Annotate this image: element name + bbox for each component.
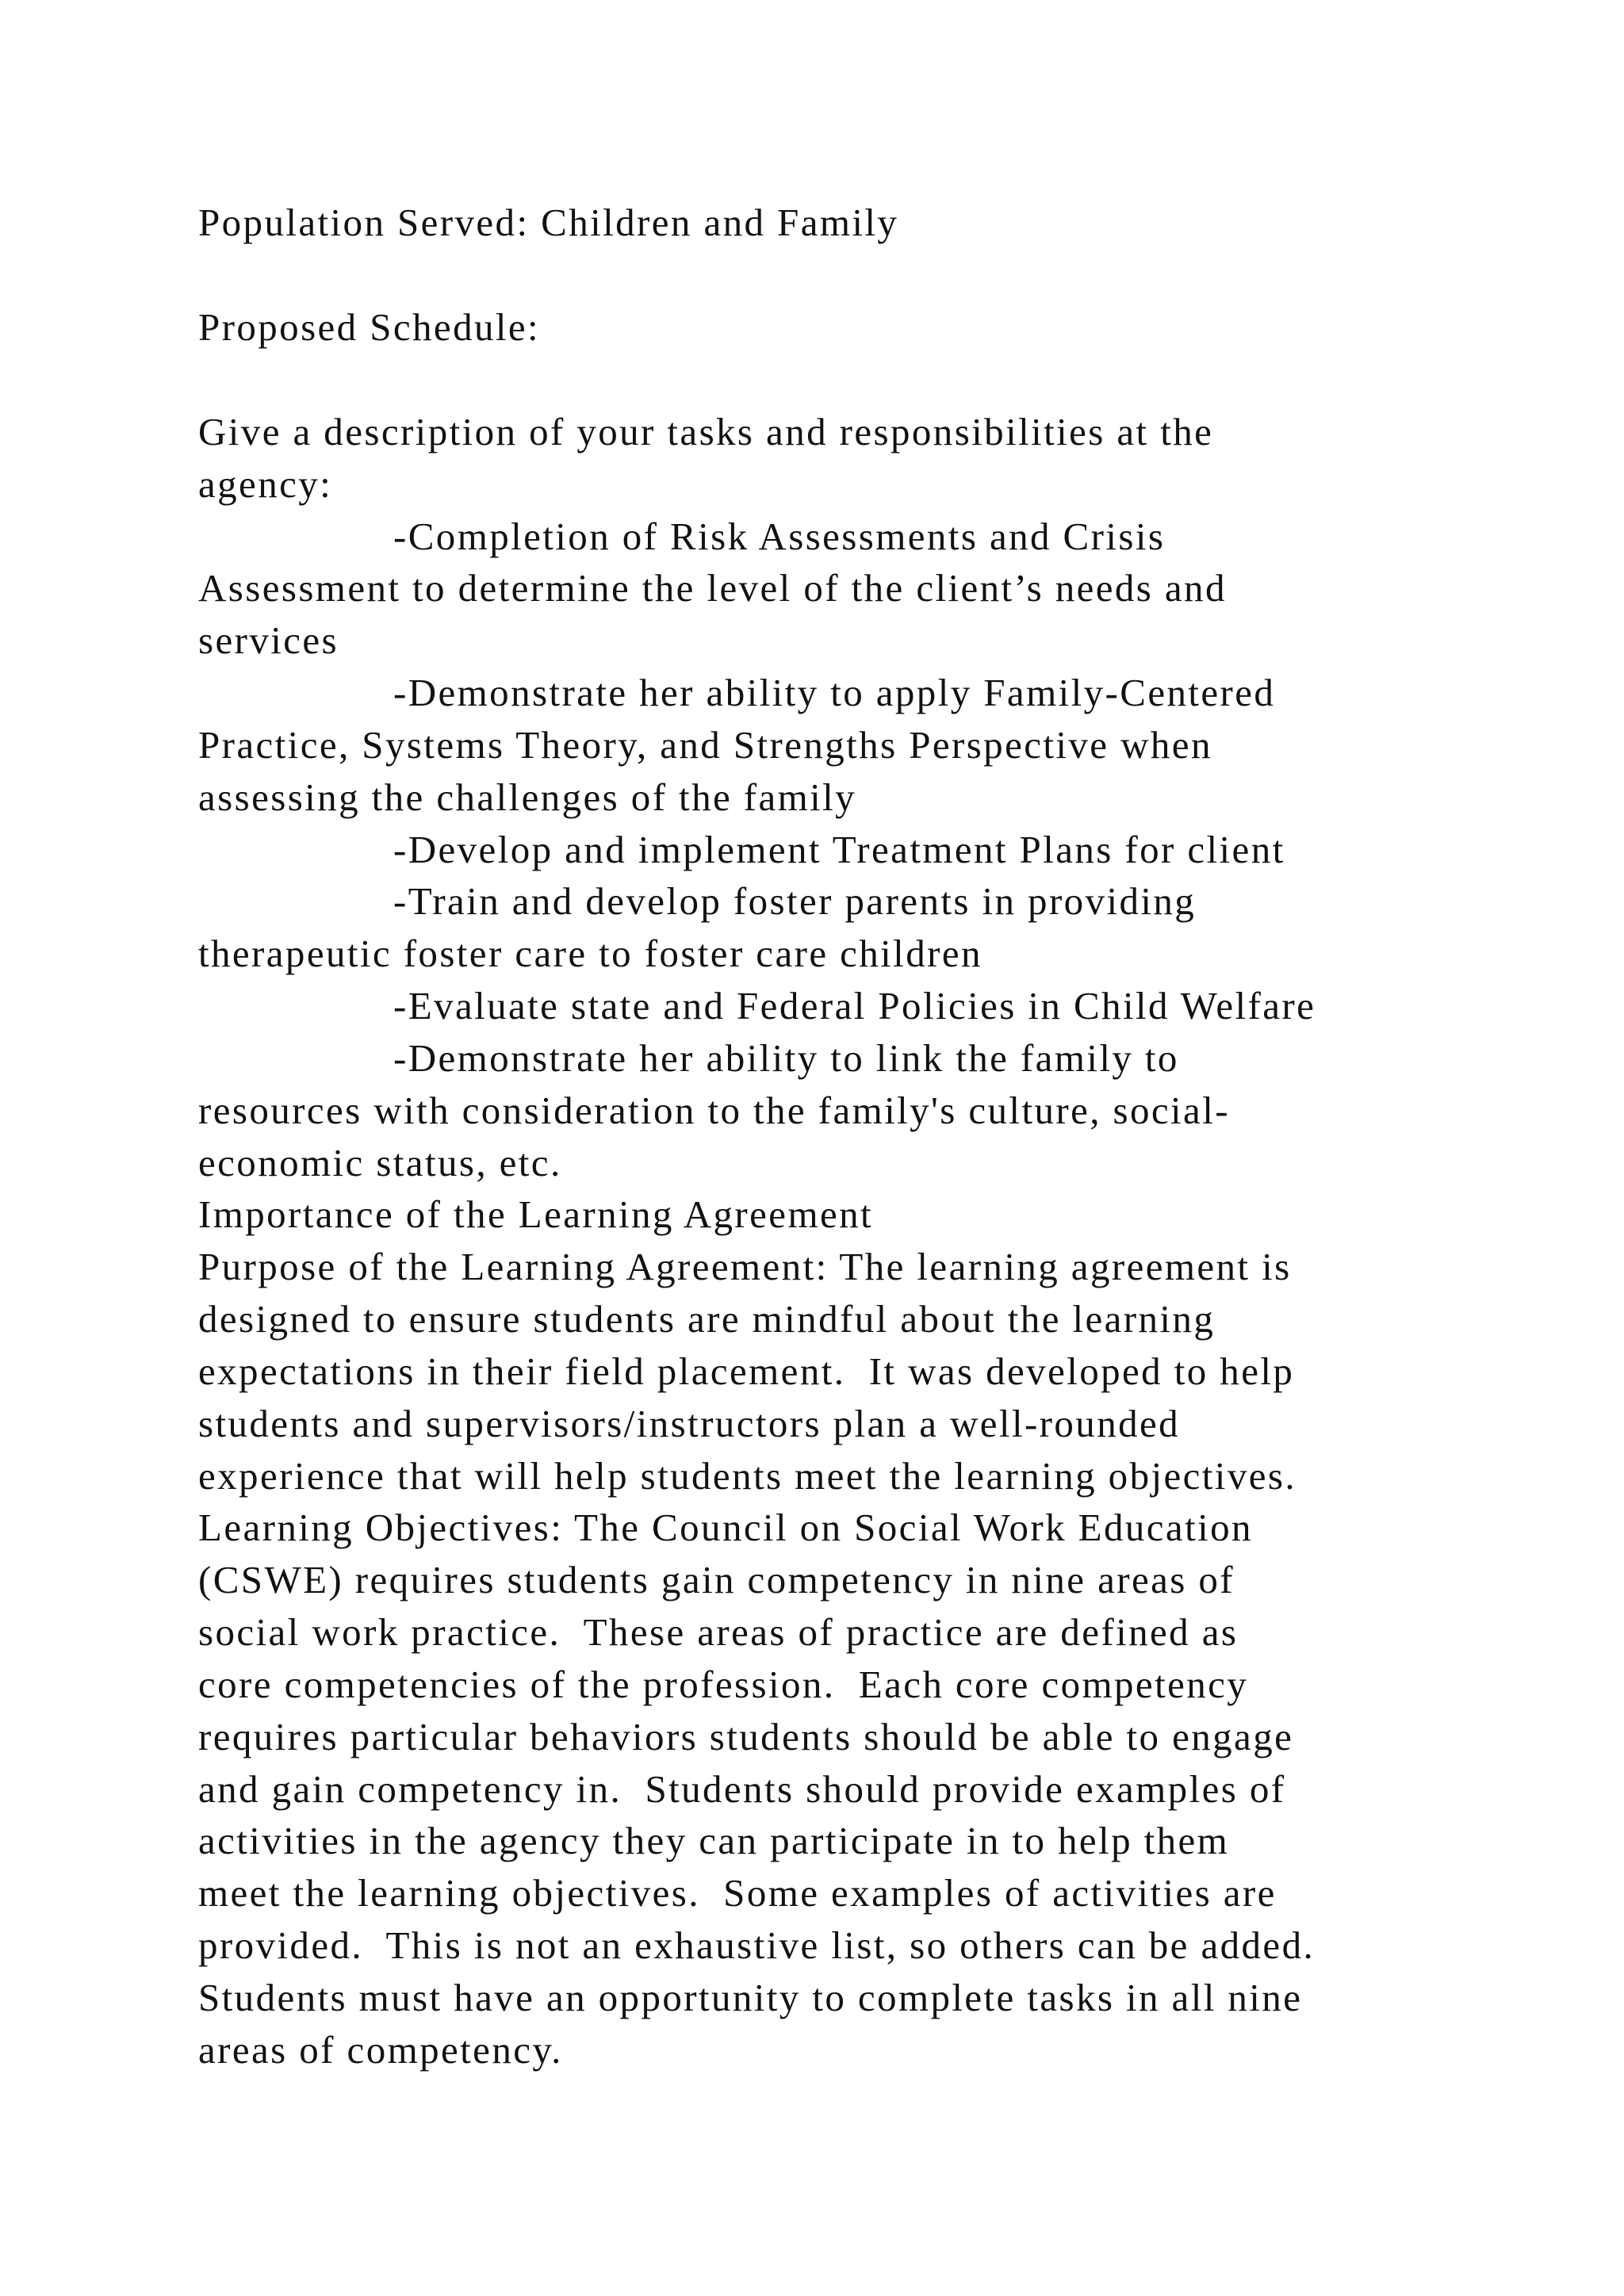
importance-heading: Importance of the Learning Agreement: [198, 1192, 874, 1236]
objectives-line: areas of competency.: [198, 2028, 563, 2072]
objectives-line: (CSWE) requires students gain competency in nine areas of: [198, 1558, 1235, 1601]
objectives-line: social work practice. These areas of practice are defined as: [198, 1610, 1239, 1654]
task-item-line: resources with consideration to the family's culture, social-: [198, 1089, 1230, 1132]
task-item-line: -Train and develop foster parents in providing: [393, 879, 1197, 923]
objectives-line: Learning Objectives: The Council on Social Work Education: [198, 1506, 1253, 1549]
objectives-line: provided. This is not an exhaustive list, so others can be added.: [198, 1923, 1316, 1967]
task-item-line: -Demonstrate her ability to link the family to: [393, 1036, 1179, 1080]
task-item-line: assessing the challenges of the family: [198, 775, 857, 819]
purpose-line: Purpose of the Learning Agreement: The learning agreement is: [198, 1245, 1292, 1288]
objectives-line: Students must have an opportunity to complete tasks in all nine: [198, 1976, 1303, 2019]
population-served-line: Population Served: Children and Family: [198, 201, 899, 244]
task-item-line: Assessment to determine the level of the client’s needs and: [198, 566, 1227, 610]
purpose-line: designed to ensure students are mindful about the learning: [198, 1297, 1216, 1341]
tasks-prompt-line: agency:: [198, 462, 333, 506]
purpose-line: students and supervisors/instructors plan a well-rounded: [198, 1402, 1181, 1445]
task-item-line: therapeutic foster care to foster care children: [198, 932, 982, 975]
objectives-line: and gain competency in. Students should provide examples of: [198, 1767, 1286, 1811]
objectives-line: activities in the agency they can participate in to help them: [198, 1819, 1230, 1862]
purpose-line: expectations in their field placement. It was developed to help: [198, 1349, 1295, 1393]
purpose-line: experience that will help students meet the learning objectives.: [198, 1454, 1297, 1498]
task-item-line: -Evaluate state and Federal Policies in Child Welfare: [393, 984, 1316, 1027]
objectives-line: requires particular behaviors students should be able to engage: [198, 1715, 1294, 1758]
task-item-line: -Develop and implement Treatment Plans for client: [393, 828, 1285, 871]
task-item-line: services: [198, 618, 339, 662]
task-item-line: Practice, Systems Theory, and Strengths Perspective when: [198, 723, 1212, 767]
tasks-prompt-line: Give a description of your tasks and responsibilities at the: [198, 410, 1214, 453]
task-item-line: economic status, etc.: [198, 1141, 562, 1184]
objectives-line: core competencies of the profession. Each core competency: [198, 1663, 1249, 1706]
task-item-line: -Completion of Risk Assessments and Crisis: [393, 515, 1166, 558]
task-item-line: -Demonstrate her ability to apply Family-Centered: [393, 671, 1276, 714]
proposed-schedule-line: Proposed Schedule:: [198, 305, 541, 349]
objectives-line: meet the learning objectives. Some examples of activities are: [198, 1871, 1277, 1915]
